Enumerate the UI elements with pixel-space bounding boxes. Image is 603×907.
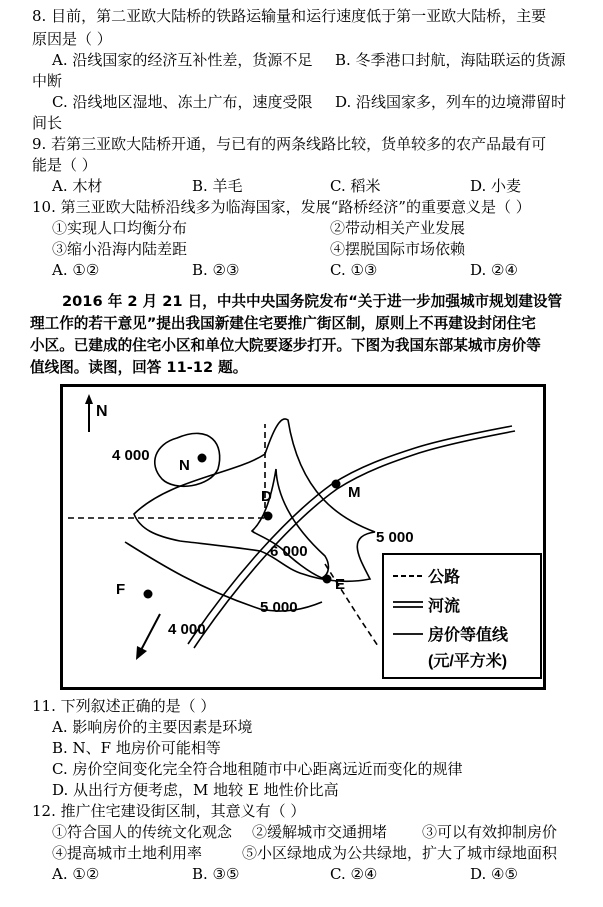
point-e-marker [323,575,332,584]
q8-option-c: C. 沿线地区湿地、冻土广布，速度受限 [52,93,313,111]
q9-stem-line2: 能是（ ） [32,156,97,174]
q9-option-d: D. 小麦 [470,177,522,195]
q9-option-c: C. 稻米 [330,177,381,195]
q8-stem-line2: 原因是（ ） [32,30,112,48]
isoline-label-4000-bottom: 4 000 [168,621,206,638]
point-d-label: D [261,488,272,505]
point-e-label: E [335,576,346,593]
q10-stem: 10. 第三亚欧大陆桥沿线多为临海国家，发展“路桥经济”的重要意义是（ ） [32,198,531,216]
q9-option-a: A. 木材 [52,177,103,195]
point-n-label: N [179,457,190,474]
q12-item-1: ①符合国人的传统文化观念 [52,823,233,841]
legend-unit-label: (元/平方米) [428,653,508,670]
isoline-label-5000-right: 5 000 [376,529,414,546]
isoline-label-5000-mid: 5 000 [260,599,298,616]
q8-option-d-cont: 间长 [32,114,63,132]
isoline-label-6000: 6 000 [270,543,308,560]
q9-option-b: B. 羊毛 [192,177,243,195]
point-m-label: M [348,484,361,501]
legend-road-label: 公路 [428,569,461,586]
point-m-marker [332,480,341,489]
q12-item-4: ④提高城市土地利用率 [52,844,203,862]
q10-item-4: ④摆脱国际市场依赖 [330,240,466,258]
point-d-marker [264,512,273,521]
q8-option-b: B. 冬季港口封航，海陆联运的货源 [335,51,566,69]
legend-isoline-label: 房价等值线 [428,627,509,644]
passage-line-3: 小区。已建成的住宅小区和单位大院要逐步打开。下图为我国东部某城市房价等 [30,337,541,354]
q11-option-c: C. 房价空间变化完全符合地租随市中心距离远近而变化的规律 [52,760,463,778]
q11-option-d: D. 从出行方便考虑，M 地较 E 地性价比高 [52,781,339,799]
house-price-isoline-map [60,384,546,690]
point-f-label: F [116,581,126,598]
q8-option-d: D. 沿线国家多，列车的边境滞留时 [335,93,567,111]
point-n-marker [198,454,207,463]
north-label: N [96,403,108,420]
legend-river-label: 河流 [428,598,461,615]
q9-stem-line1: 9. 若第三亚欧大陆桥开通，与已有的两条线路比较，货单较多的农产品最有可 [32,135,547,153]
isoline-label-4000-top: 4 000 [112,447,150,464]
q12-option-c: C. ②④ [330,865,378,883]
passage-line-1: 2016 年 2 月 21 日，中共中央国务院发布“关于进一步加强城市规划建设管 [62,293,563,310]
q12-option-a: A. ①② [52,865,100,883]
q12-item-3: ③可以有效抑制房价 [422,823,558,841]
q11-option-b: B. N、F 地房价可能相等 [52,739,221,757]
q12-item-5: ⑤小区绿地成为公共绿地，扩大了城市绿地面积 [242,844,558,862]
q12-option-b: B. ③⑤ [192,865,240,883]
q8-option-a: A. 沿线国家的经济互补性差，货源不足 [52,51,313,69]
passage-line-4: 值线图。读图，回答 11-12 题。 [30,359,248,376]
passage-line-2: 理工作的若干意见”提出我国新建住宅要推广街区制，原则上不再建设封闭住宅 [30,315,536,332]
q11-option-a: A. 影响房价的主要因素是环境 [52,718,253,736]
q12-item-2: ②缓解城市交通拥堵 [252,823,388,841]
q12-stem: 12. 推广住宅建设街区制，其意义有（ ） [32,802,306,820]
map-legend [383,554,541,678]
q8-stem-line1: 8. 目前，第二亚欧大陆桥的铁路运输量和运行速度低于第一亚欧大陆桥，主要 [32,7,547,25]
q10-option-d: D. ②④ [470,261,518,279]
q10-item-3: ③缩小沿海内陆差距 [52,240,188,258]
q10-item-1: ①实现人口均衡分布 [52,219,188,237]
q10-option-b: B. ②③ [192,261,240,279]
q8-option-b-cont: 中断 [32,72,63,90]
q11-stem: 11. 下列叙述正确的是（ ） [32,697,216,715]
q10-item-2: ②带动相关产业发展 [330,219,466,237]
q10-option-a: A. ①② [52,261,100,279]
point-f-marker [144,590,153,599]
q10-option-c: C. ①③ [330,261,378,279]
q12-option-d: D. ④⑤ [470,865,518,883]
